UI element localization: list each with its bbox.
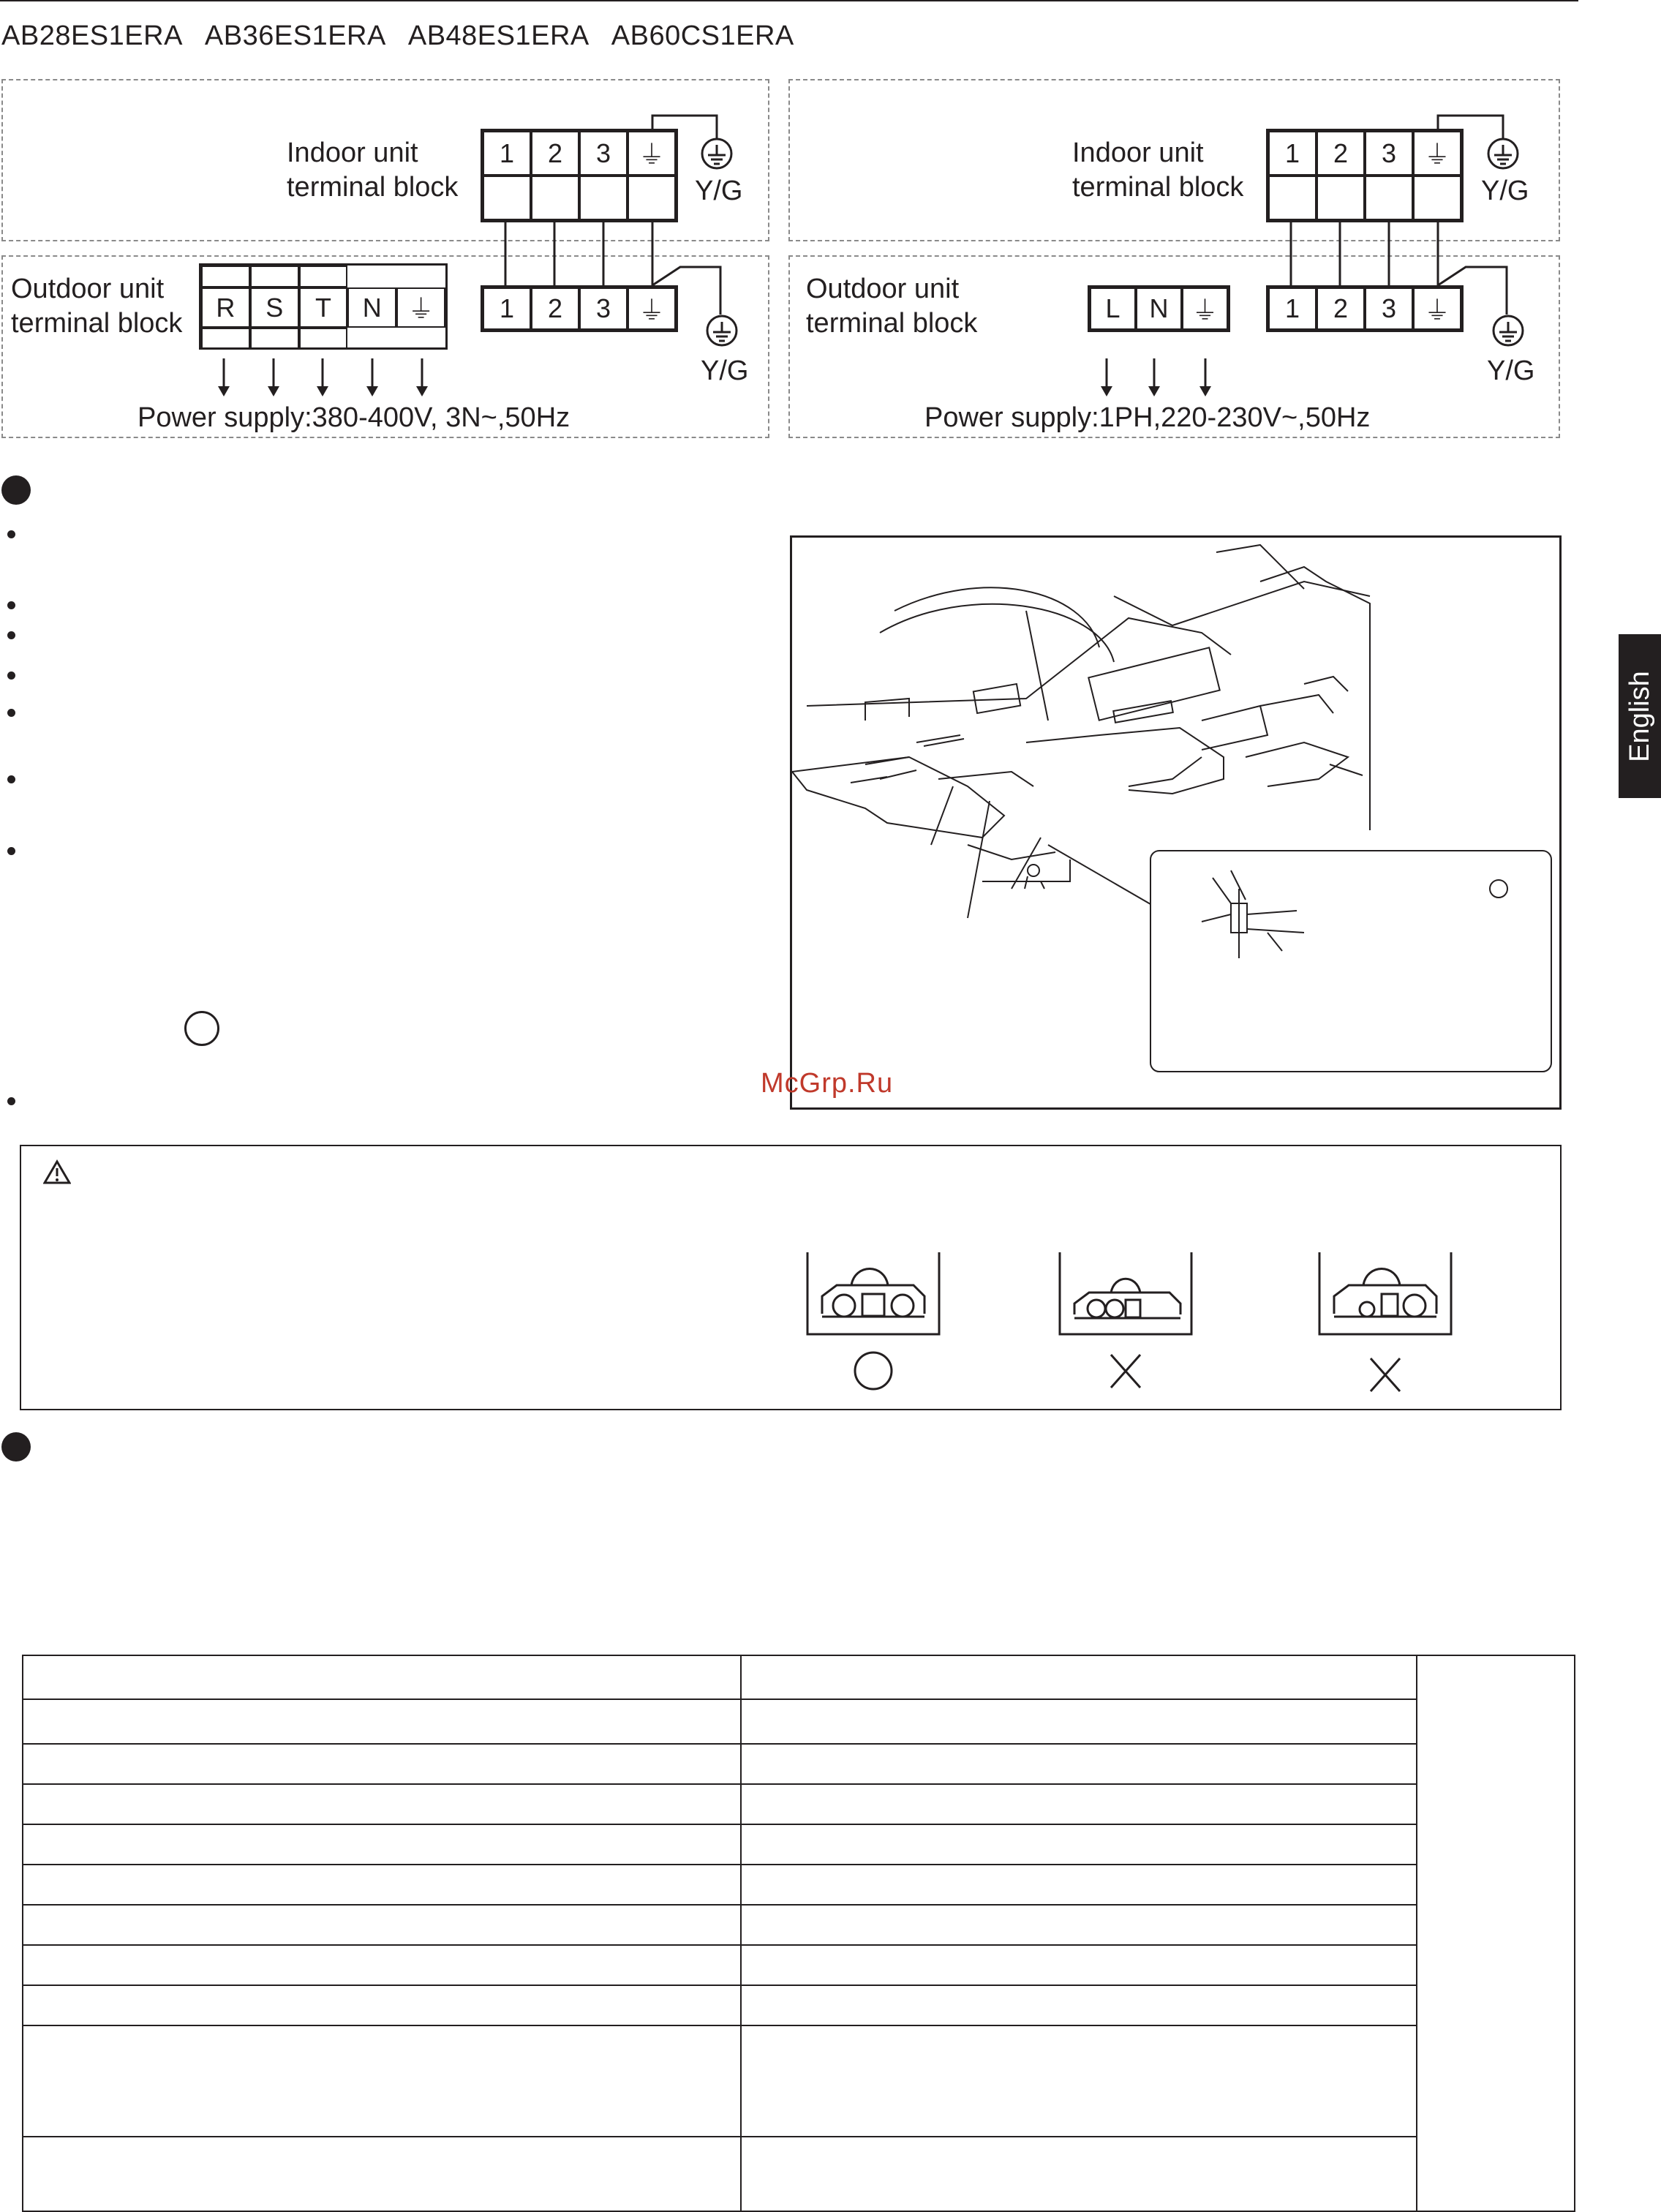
terminal-2: 2 xyxy=(531,287,579,330)
indoor-unit-drawing xyxy=(792,538,1559,1107)
model-name: AB48ES1ERA xyxy=(407,20,590,51)
section-marker xyxy=(1,475,31,505)
terminal-3: 3 xyxy=(1365,287,1413,330)
terminal-s: S xyxy=(250,287,299,328)
bullet xyxy=(7,631,15,639)
terminal-r: R xyxy=(201,287,250,328)
spec-table xyxy=(22,1655,1575,2212)
ground-terminal-icon: ⏚ xyxy=(1182,287,1228,330)
terminal-1: 1 xyxy=(1268,131,1317,176)
model-name: AB28ES1ERA xyxy=(1,20,183,51)
bullet xyxy=(7,775,15,783)
table-row xyxy=(23,1865,1575,1905)
indoor-unit-label-left: Indoor unit terminal block xyxy=(287,138,459,203)
bullet xyxy=(7,601,15,609)
ground-terminal-icon: ⏚ xyxy=(628,287,676,330)
table-row xyxy=(23,1744,1575,1784)
terminal-1: 1 xyxy=(483,131,531,176)
wiring-lines xyxy=(0,0,1661,468)
table-row xyxy=(23,1699,1575,1744)
bullet xyxy=(7,847,15,855)
terminal-2: 2 xyxy=(1317,131,1365,176)
circle-mark-icon xyxy=(184,1011,219,1046)
bullet xyxy=(7,1097,15,1105)
terminal-2: 2 xyxy=(531,131,579,176)
installation-figure xyxy=(790,535,1562,1110)
terminal-1: 1 xyxy=(483,287,531,330)
outdoor-unit-label-left: Outdoor unit terminal block xyxy=(11,274,183,339)
ground-label: Y/G xyxy=(1481,176,1529,206)
ground-terminal-icon: ⏚ xyxy=(396,287,445,328)
terminal-3: 3 xyxy=(579,287,628,330)
language-tab[interactable]: English xyxy=(1619,634,1661,798)
power-supply-label-right: Power supply:1PH,220-230V~,50Hz xyxy=(924,402,1371,433)
section-marker xyxy=(1,1432,31,1462)
bullet xyxy=(7,672,15,680)
table-row xyxy=(23,2137,1575,2211)
ground-label: Y/G xyxy=(1487,356,1535,386)
bullet xyxy=(7,530,15,538)
terminal-n: N xyxy=(347,287,396,328)
table-row xyxy=(23,1824,1575,1865)
table-row xyxy=(23,1985,1575,2025)
model-name: AB60CS1ERA xyxy=(611,20,794,51)
table-row xyxy=(23,1655,1575,1699)
terminal-t: T xyxy=(299,287,348,328)
ground-terminal-icon: ⏚ xyxy=(1413,287,1461,330)
table-row xyxy=(23,2025,1575,2137)
ground-label: Y/G xyxy=(701,356,749,386)
ground-label: Y/G xyxy=(695,176,743,206)
model-name: AB36ES1ERA xyxy=(204,20,386,51)
watermark-text: McGrp.Ru xyxy=(761,1068,894,1099)
table-row xyxy=(23,1945,1575,1985)
terminal-2: 2 xyxy=(1317,287,1365,330)
warning-icon xyxy=(43,1159,71,1184)
terminal-l: L xyxy=(1090,287,1136,330)
clamp-examples xyxy=(804,1252,1499,1402)
table-row xyxy=(23,1784,1575,1824)
indoor-unit-label-right: Indoor unit terminal block xyxy=(1072,138,1244,203)
bullet xyxy=(7,709,15,717)
table-row xyxy=(23,1905,1575,1945)
ground-terminal-icon: ⏚ xyxy=(628,131,676,176)
terminal-3: 3 xyxy=(579,131,628,176)
ground-terminal-icon: ⏚ xyxy=(1413,131,1461,176)
terminal-3: 3 xyxy=(1365,131,1413,176)
caution-box xyxy=(20,1145,1562,1410)
terminal-n: N xyxy=(1136,287,1182,330)
power-supply-label-left: Power supply:380-400V, 3N~,50Hz xyxy=(138,402,570,433)
terminal-1: 1 xyxy=(1268,287,1317,330)
outdoor-unit-label-right: Outdoor unit terminal block xyxy=(806,274,978,339)
